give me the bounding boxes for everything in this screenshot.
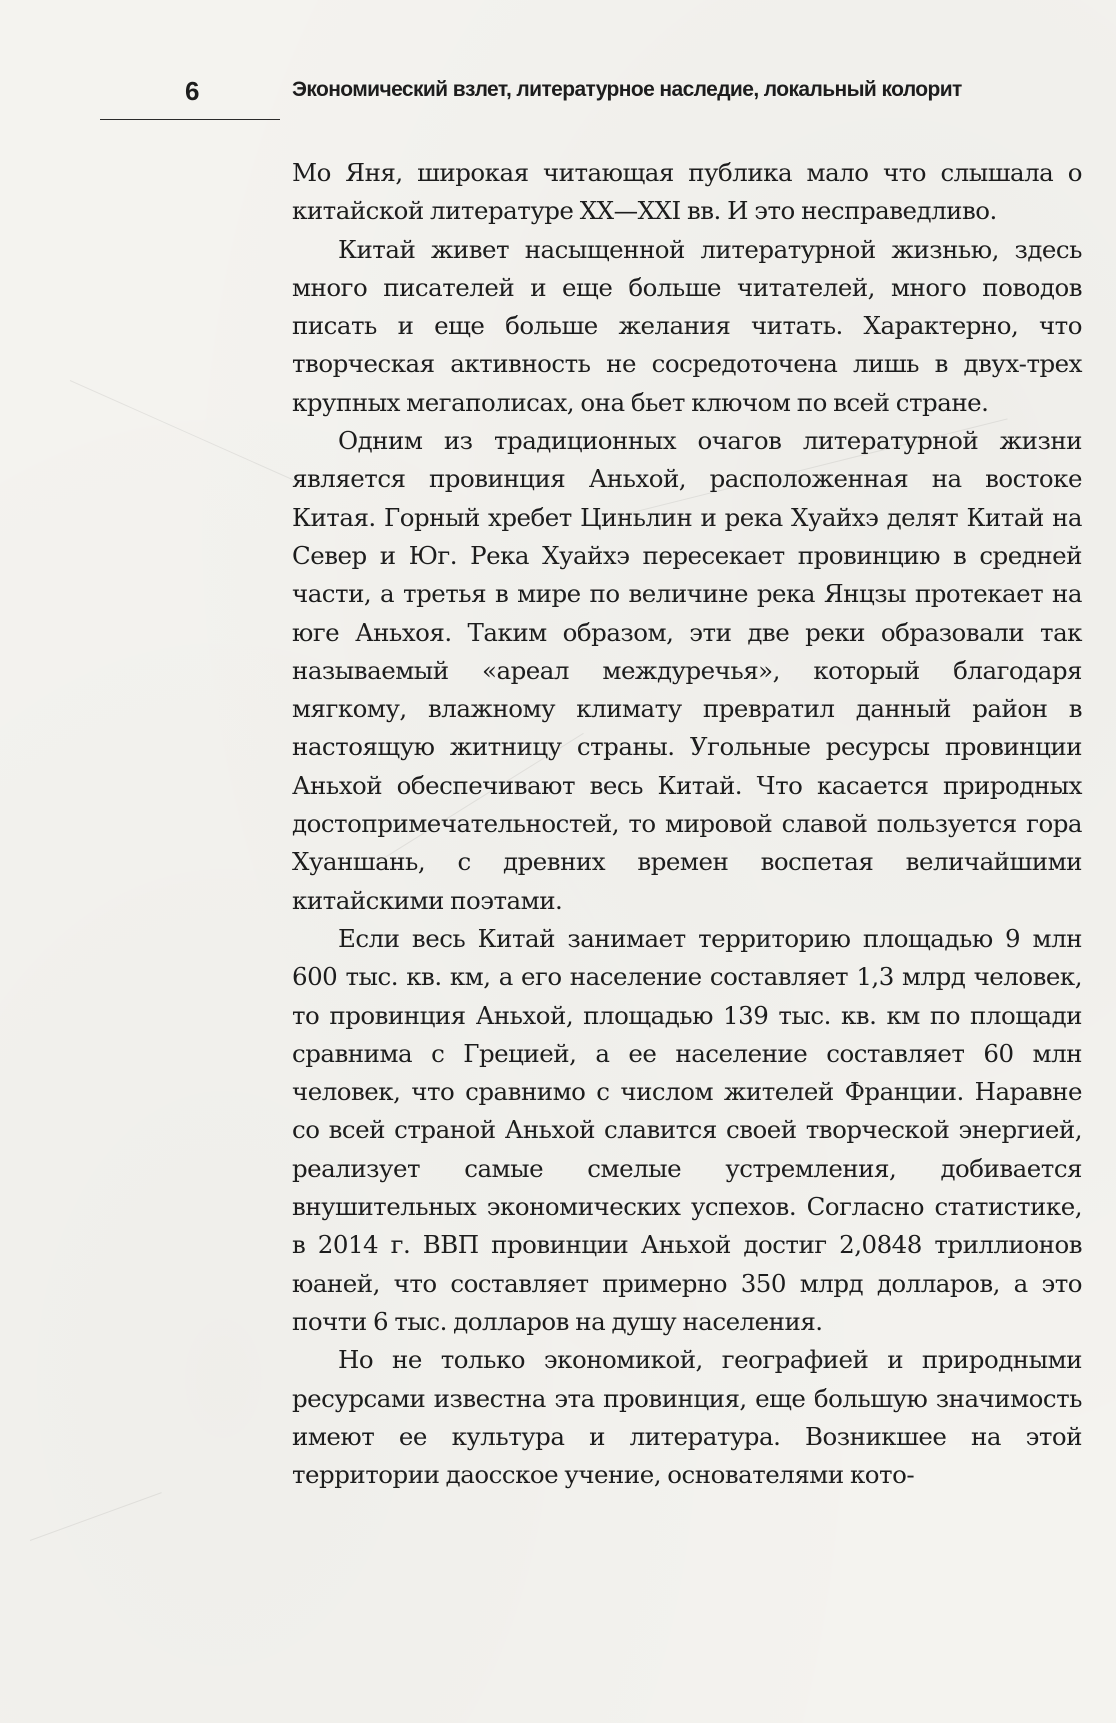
page-number: 6 <box>185 76 200 106</box>
paragraph: Если весь Китай занимает территорию площадью 9 млн 600 тыс. кв. км, а его население составляет 1,3 млрд человек, то провинция Аньхой, площадью 139 тыс. кв. км по площади сравнима с Грецией, а ее население составляет 60 млн человек, что сравнимо с числом жителей Франции. Наравне со всей страной Аньхой славится своей творческой энергией, реализует самые смелые устремления, добивается внушительных экономических успехов. Согласно статистике, в 2014 г. ВВП провинции Аньхой достиг 2,0848 триллионов юаней, что составляет примерно 350 млрд долларов, а это почти 6 тыс. долларов на душу населения. <box>292 923 1082 1336</box>
paragraph: Одним из традиционных очагов литературной жизни является провинция Аньхой, расположенная на востоке Китая. Горный хребет Циньлин и река Хуайхэ делят Китай на Север и Юг. Река Хуайхэ пересекает провинцию в средней части, а третья в мире по величине река Янцзы протекает на юге Аньхоя. Таким образом, эти две реки образовали так называемый «ареал междуречья», который благодаря мягкому, влажному климату превратил данный район в настоящую житницу страны. Угольные ресурсы провинции Аньхой обеспечивают весь Китай. Что касается природных достопримечательностей, то мировой славой пользуется гора Хуаншань, с древних времен воспетая величайшими китайскими поэтами. <box>292 426 1082 915</box>
header-rule <box>100 119 280 120</box>
paper-mark <box>70 380 308 487</box>
paragraph: Китай живет насыщенной литературной жизнью, здесь много писателей и еще больше читателей, много поводов писать и еще больше желания читать. Характерно, что творческая активность не сосредоточена лишь в двух-трех крупных мегаполисах, она бьет ключом по всей стране. <box>292 234 1082 417</box>
paragraph: Но не только экономикой, географией и природными ресурсами известна эта провинция, еще большую значимость имеют ее культура и литература. Возникшее на этой территории даосское учение, основателями кото- <box>292 1345 1082 1490</box>
running-title: Экономический взлет, литературное наследие, локальный колорит <box>292 78 962 101</box>
body-text <box>292 154 1082 1494</box>
paragraph: Мо Яня, широкая читающая публика мало что слышала о китайской литературе XX—XXI вв. И это несправедливо. <box>292 158 1082 226</box>
paper-mark <box>30 1492 162 1541</box>
